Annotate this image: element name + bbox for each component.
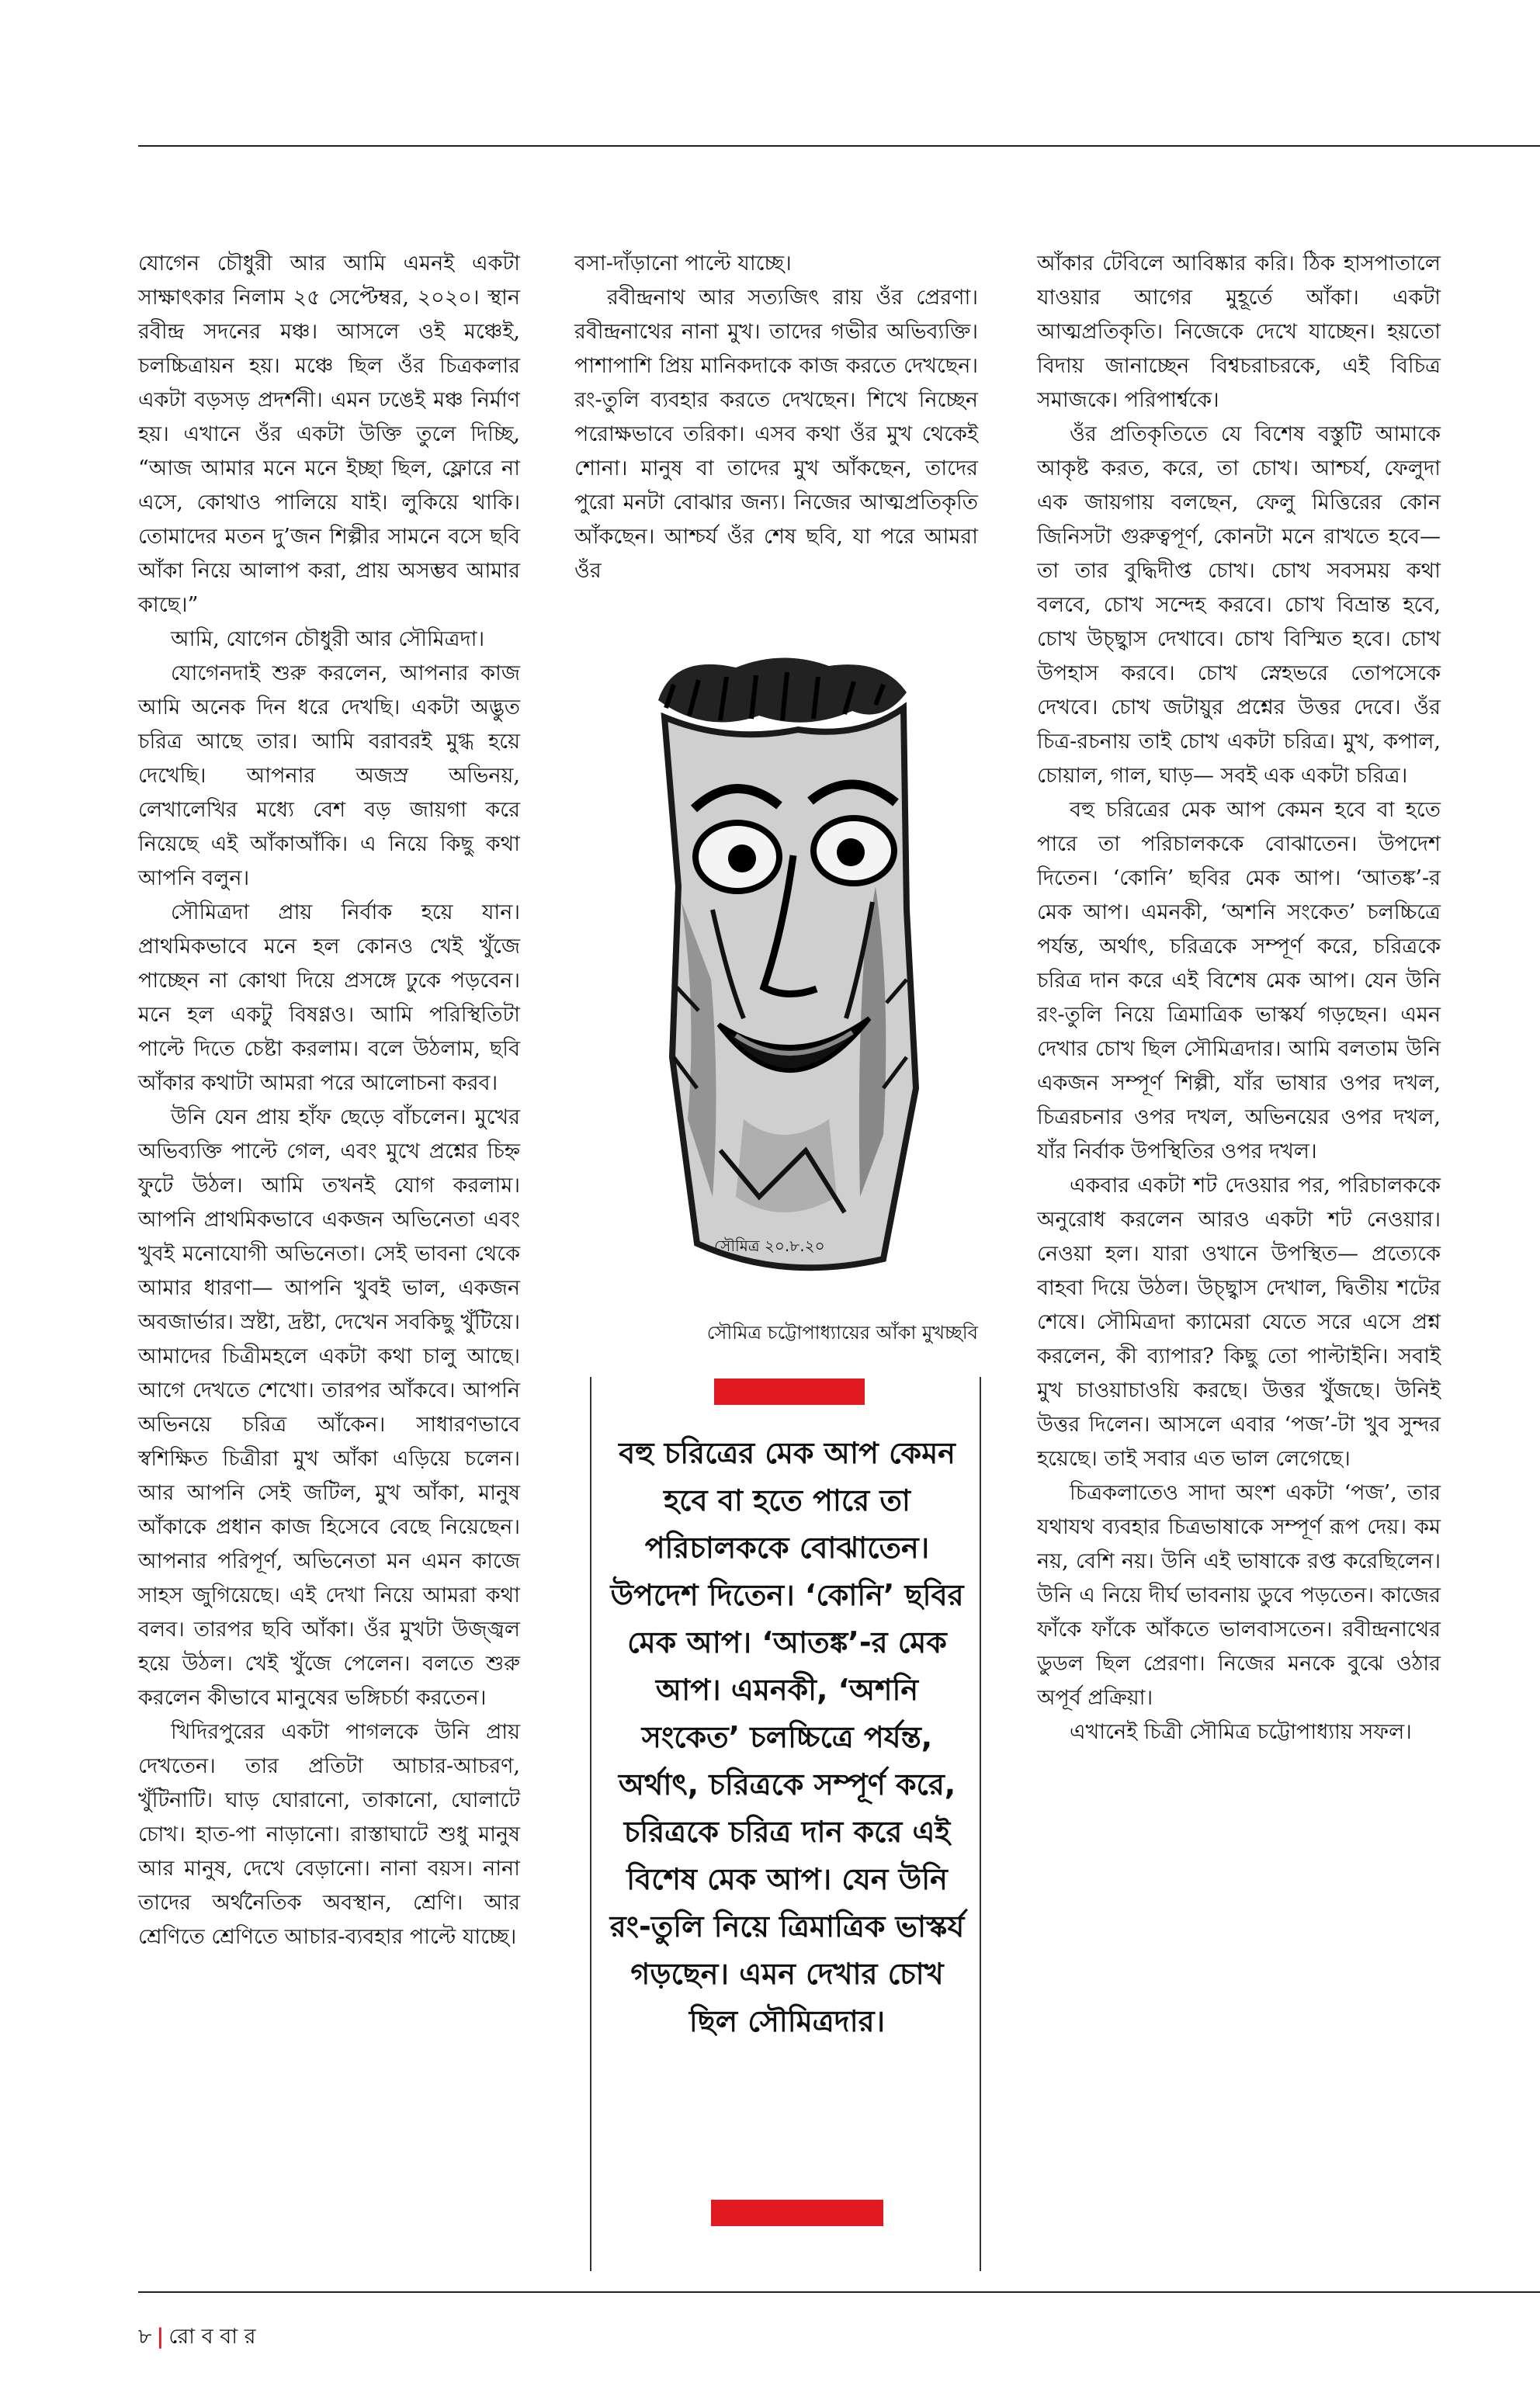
article-column-2	[574, 247, 978, 588]
pullquote: বহু চরিত্রের মেক আপ কেমন হবে বা হতে পারে তা পরিচালককে বোঝাতেন। উপদেশ দিতেন। ‘কোনি’ ছবির মেক আপ। ‘আতঙ্ক’-র মেক আপ। এমনকী, ‘অশনি সংকেত’ চলচ্চিত্রে পর্যন্ত, অর্থাৎ, চরিত্রকে সম্পূর্ণ করে, চরিত্রকে চরিত্র দান করে এই বিশেষ মেক আপ। যেন উনি রং-তুলি নিয়ে ত্রিমাত্রিক ভাস্কর্য গড়ছেন। এমন দেখার চোখ ছিল সৌমিত্রদার।	[609, 1436, 965, 2038]
pullquote-top-red-bar	[714, 1379, 865, 1405]
paragraph: রবীন্দ্রনাথ আর সত্যজিৎ রায় ওঁর প্রেরণা। রবীন্দ্রনাথের নানা মুখ। তাদের গভীর অভিব্যক্তি। পাশাপাশি প্রিয় মানিকদাকে কাজ করতে দেখছেন। রং-তুলি ব্যবহার করতে দেখছেন। শিখে নিচ্ছেন পরোক্ষভাবে তরিকা। এসব কথা ওঁর মুখ থেকেই শোনা। মানুষ বা তাদের মুখ আঁকছেন, তাদের পুরো মনটা বোঝার জন্য। নিজের আত্মপ্রতিকৃতি আঁকছেন। আশ্চর্য ওঁর শেষ ছবি, যা পরে আমরা ওঁর	[574, 286, 978, 583]
pullquote-right-rule	[980, 1377, 981, 2271]
paragraph: আমি, যোগেন চৌধুরী আর সৌমিত্রদা।	[171, 627, 485, 651]
page-footer	[138, 2324, 255, 2350]
top-rule	[138, 145, 1540, 147]
portrait-signature: সৌমিত্র ২০.৮.২০	[714, 1236, 825, 1255]
figure-caption: সৌমিত্র চট্টোপাধ্যায়ের আঁকা মুখচ্ছবি	[706, 1322, 978, 1344]
footer-separator: |	[156, 2325, 165, 2349]
article-column-1	[138, 247, 520, 1954]
paragraph: বহু চরিত্রের মেক আপ কেমন হবে বা হতে পারে তা পরিচালককে বোঝাতেন। উপদেশ দিতেন। ‘কোনি’ ছবির মেক আপ। ‘আতঙ্ক’-র মেক আপ। এমনকী, ‘অশনি সংকেত’ চলচ্চিত্রে পর্যন্ত, অর্থাৎ, চরিত্রকে সম্পূর্ণ করে, চরিত্রকে চরিত্র দান করে এই বিশেষ মেক আপ। যেন উনি রং-তুলি নিয়ে ত্রিমাত্রিক ভাস্কর্য গড়ছেন। এমন দেখার চোখ ছিল সৌমিত্রদার। আমি বলতাম উনি একজন সম্পূর্ণ শিল্পী, যাঁর ভাষার ওপর দখল, চিত্ররচনার ওপর দখল, অভিনয়ের ওপর দখল, যাঁর নির্বাক উপস্থিতির ওপর দখল।	[1037, 798, 1441, 1164]
article-column-3	[1037, 247, 1441, 1750]
paragraph: চিত্রকলাতেও সাদা অংশ একটা ‘পজ’, তার যথাযথ ব্যবহার চিত্রভাষাকে সম্পূর্ণ রূপ দেয়। কম নয়, বেশি নয়। উনি এই ভাষাকে রপ্ত করেছিলেন। উনি এ নিয়ে দীর্ঘ ভাবনায় ডুবে পড়তেন। কাজের ফাঁকে ফাঁকে আঁকতে ভালবাসতেন। রবীন্দ্রনাথের ডুডল ছিল প্রেরণা। নিজের মনকে বুঝে ওঠার অপূর্ব প্রক্রিয়া।	[1037, 1481, 1441, 1710]
paragraph: সৌমিত্রদা প্রায় নির্বাক হয়ে যান। প্রাথমিকভাবে মনে হল কোনও খেই খুঁজে পাচ্ছেন না কোথা দিয়ে প্রসঙ্গে ঢুকে পড়বেন। মনে হল একটু বিষণ্ণও। আমি পরিস্থিতিটা পাল্টে দিতে চেষ্টা করলাম। বলে উঠলাম, ছবি আঁকার কথাটা আমরা পরে আলোচনা করব।	[138, 900, 520, 1095]
self-portrait-drawing	[627, 654, 961, 1310]
paragraph: উনি যেন প্রায় হাঁফ ছেড়ে বাঁচলেন। মুখের অভিব্যক্তি পাল্টে গেল, এবং মুখে প্রশ্নের চিহ্ন ফুটে উঠল। আমি তখনই যোগ করলাম। আপনি প্রাথমিকভাবে একজন অভিনেতা এবং খুবই মনোযোগী অভিনেতা। সেই ভাবনা থেকে আমার ধারণা— আপনি খুবই ভাল, একজন অবজার্ভার। স্রষ্টা, দ্রষ্টা, দেখেন সবকিছু খুঁটিয়ে। আমাদের চিত্রীমহলে একটা কথা চালু আছে। আগে দেখতে শেখো। তারপর আঁকবে। আপনি অভিনয়ে চরিত্র আঁকেন। সাধারণভাবে স্বশিক্ষিত চিত্রীরা মুখ আঁকা এড়িয়ে চলেন। আর আপনি সেই জটিল, মুখ আঁকা, মানুষ আঁকাকে প্রধান কাজ হিসেবে বেছে নিয়েছেন। আপনার পরিপূর্ণ, অভিনেতা মন এমন কাজে সাহস জুগিয়েছে। এই দেখা নিয়ে আমরা কথা বলব। তারপর ছবি আঁকা। ওঁর মুখটা উজ্জ্বল হয়ে উঠল। খেই খুঁজে পেলেন। বলতে শুরু করলেন কীভাবে মানুষের ভঙ্গিচর্চা করতেন।	[138, 1105, 520, 1710]
paragraph: বসা-দাঁড়ানো পাল্টে যাচ্ছে।	[574, 251, 792, 276]
paragraph: ওঁর প্রতিকৃতিতে যে বিশেষ বস্তুটি আমাকে আকৃষ্ট করত, করে, তা চোখ। আশ্চর্য, ফেলুদা এক জায়গায় বলছেন, ফেলু মিত্তিরের কোন জিনিসটা গুরুত্বপূর্ণ, কোনটা মনে রাখতে হবে— তা তার বুদ্ধিদীপ্ত চোখ। চোখ সবসময় কথা বলবে, চোখ সন্দেহ করবে। চোখ বিভ্রান্ত হবে, চোখ উচ্ছ্বাস দেখাবে। চোখ বিস্মিত হবে। চোখ উপহাস করবে। চোখ স্নেহভরে তোপসেকে দেখবে। চোখ জটায়ুর প্রশ্নের উত্তর দেবে। ওঁর চিত্র-রচনায় তাই চোখ একটা চরিত্র। মুখ, কপাল, চোয়াল, গাল, ঘাড়— সবই এক একটা চরিত্র।	[1037, 422, 1441, 788]
paragraph: একবার একটা শট দেওয়ার পর, পরিচালককে অনুরোধ করলেন আরও একটা শট নেওয়ার। নেওয়া হল। যারা ওখানে উপস্থিত— প্রত্যেকে বাহবা দিয়ে উঠল। উচ্ছ্বাস দেখাল, দ্বিতীয় শটের শেষে। সৌমিত্রদা ক্যামেরা যেতে সরে এসে প্রশ্ন করলেন, কী ব্যাপার? কিছু তো পাল্টাইনি। সবাই মুখ চাওয়াচাওয়ি করছে। উত্তর খুঁজছে। উনিই উত্তর দিলেন। আসলে এবার ‘পজ’-টা খুব সুন্দর হয়েছে। তাই সবার এত ভাল লেগেছে।	[1037, 1174, 1441, 1471]
bottom-rule	[138, 2291, 1540, 2293]
paragraph: এখানেই চিত্রী সৌমিত্র চট্টোপাধ্যায় সফল।	[1070, 1720, 1412, 1744]
paragraph: খিদিরপুরের একটা পাগলকে উনি প্রায় দেখতেন। তার প্রতিটা আচার-আচরণ, খুঁটিনাটি। ঘাড় ঘোরানো, তাকানো, ঘোলাটে চোখ। হাত-পা নাড়ানো। রাস্তাঘাটে শুধু মানুষ আর মানুষ, দেখে বেড়ানো। নানা বয়স। নানা তাদের অর্থনৈতিক অবস্থান, শ্রেণি। আর শ্রেণিতে শ্রেণিতে আচার-ব্যবহার পাল্টে যাচ্ছে।	[138, 1720, 520, 1949]
paragraph: যোগেন চৌধুরী আর আমি এমনই একটা সাক্ষাৎকার নিলাম ২৫ সেপ্টেম্বর, ২০২০। স্থান রবীন্দ্র সদনের মঞ্চ। আসলে ওই মঞ্চেই, চলচ্চিত্রায়ন হয়। মঞ্চে ছিল ওঁর চিত্রকলার একটা বড়সড় প্রদর্শনী। এমন ঢঙেই মঞ্চ নির্মাণ হয়। এখানে ওঁর একটা উক্তি তুলে দিচ্ছি, “আজ আমার মনে মনে ইচ্ছা ছিল, ফ্লোরে না এসে, কোথাও পালিয়ে যাই। লুকিয়ে থাকি। তোমাদের মতন দু’জন শিল্পীর সামনে বসে ছবি আঁকা নিয়ে আলাপ করা, প্রায় অসম্ভব আমার কাছে।”	[138, 251, 520, 617]
pullquote-left-rule	[590, 1377, 591, 2271]
page-number: ৮	[138, 2325, 152, 2349]
paragraph: আঁকার টেবিলে আবিষ্কার করি। ঠিক হাসপাতালে যাওয়ার আগের মুহূর্তে আঁকা। একটা আত্মপ্রতিকৃতি। নিজেকে দেখে যাচ্ছেন। হয়তো বিদায় জানাচ্ছেন বিশ্বচরাচরকে, এই বিচিত্র সমাজকে। পরিপার্শ্বকে।	[1037, 251, 1441, 412]
pullquote-bottom-red-bar	[711, 2200, 883, 2226]
magazine-name: রো ব বা র	[168, 2325, 256, 2349]
paragraph: যোগেনদাই শুরু করলেন, আপনার কাজ আমি অনেক দিন ধরে দেখছি। একটা অদ্ভুত চরিত্র আছে তার। আমি বরাবরই মুগ্ধ হয়ে দেখেছি। আপনার অজস্র অভিনয়, লেখালেখির মধ্যে বেশ বড় জায়গা করে নিয়েছে এই আঁকাআঁকি। এ নিয়ে কিছু কথা আপনি বলুন।	[138, 661, 520, 890]
